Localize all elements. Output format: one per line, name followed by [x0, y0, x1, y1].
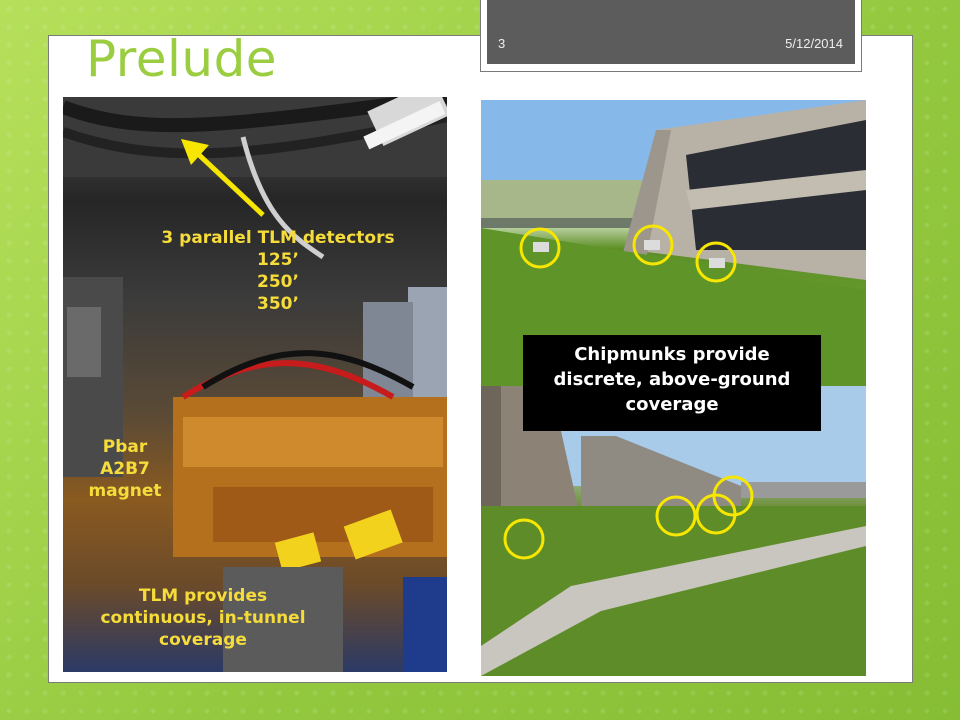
magnet-label-line: magnet: [88, 481, 162, 501]
slide-date: 5/12/2014: [785, 36, 843, 51]
slide-number: 3: [498, 36, 506, 51]
magnet-label: [70, 436, 180, 502]
tlm-coverage-label: [58, 585, 348, 651]
chipmunk-callout: [523, 335, 821, 431]
slide-title: Prelude: [86, 30, 278, 88]
detector-length: 250’: [257, 272, 299, 292]
callout-line: discrete, above-ground: [553, 369, 791, 390]
callout-line: coverage: [625, 394, 719, 415]
coverage-line: coverage: [159, 630, 247, 650]
detector-length: 350’: [257, 294, 299, 314]
coverage-line: TLM provides: [138, 586, 268, 606]
detectors-title: 3 parallel TLM detectors: [161, 228, 395, 248]
callout-line: Chipmunks provide: [574, 344, 770, 365]
magnet-label-line: A2B7: [100, 459, 150, 479]
magnet-label-line: Pbar: [102, 437, 148, 457]
detector-length: 125’: [257, 250, 299, 270]
header-bar: [487, 0, 855, 64]
tlm-detectors-label: [128, 227, 428, 315]
coverage-line: continuous, in-tunnel: [100, 608, 306, 628]
